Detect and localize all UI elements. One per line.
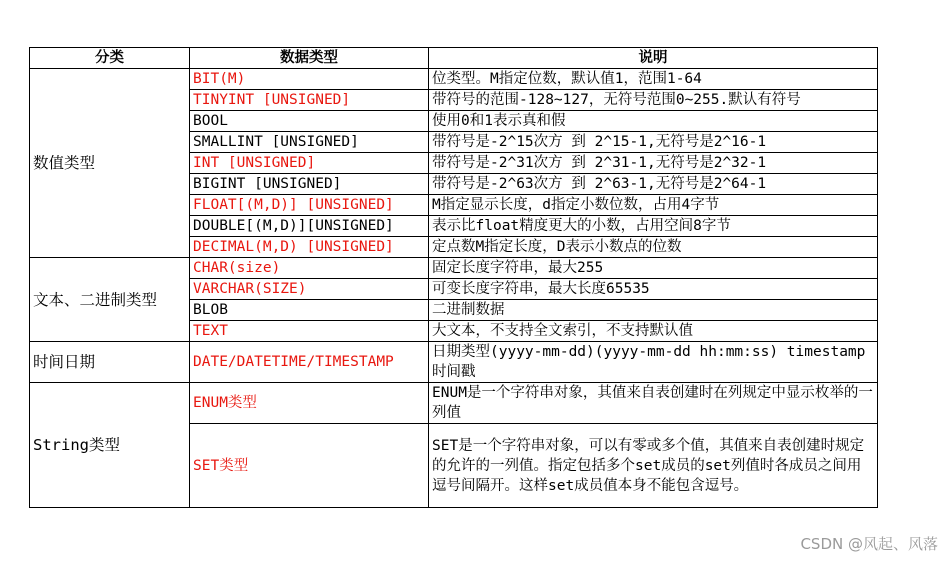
description-cell: 带符号是-2^63次方 到 2^63-1,无符号是2^64-1 (429, 174, 878, 195)
category-cell: 数值类型 (30, 69, 190, 258)
description-cell: 可变长度字符串，最大长度65535 (429, 279, 878, 300)
description-cell: M指定显示长度，d指定小数位数，占用4字节 (429, 195, 878, 216)
description-cell: 带符号的范围-128~127，无符号范围0~255.默认有符号 (429, 90, 878, 111)
description-cell: 带符号是-2^31次方 到 2^31-1,无符号是2^32-1 (429, 153, 878, 174)
type-cell: TEXT (190, 321, 429, 342)
type-cell: DECIMAL(M,D) [UNSIGNED] (190, 237, 429, 258)
type-cell: BOOL (190, 111, 429, 132)
table-row (30, 69, 878, 90)
table-header-row (30, 48, 878, 69)
type-cell: INT [UNSIGNED] (190, 153, 429, 174)
category-cell: String类型 (30, 383, 190, 508)
type-cell: DATE/DATETIME/TIMESTAMP (190, 342, 429, 383)
description-cell: 表示比float精度更大的小数，占用空间8字节 (429, 216, 878, 237)
type-cell: BIT(M) (190, 69, 429, 90)
description-cell: SET是一个字符串对象，可以有零或多个值，其值来自表创建时规定的允许的一列值。指定包括多个set成员的set列值时各成员之间用逗号间隔开。这样set成员值本身不能包含逗号。 (429, 424, 878, 508)
description-cell: 二进制数据 (429, 300, 878, 321)
table-row (30, 258, 878, 279)
data-types-table (29, 47, 878, 508)
type-cell: SMALLINT [UNSIGNED] (190, 132, 429, 153)
header-data-type: 数据类型 (190, 48, 429, 69)
type-cell: ENUM类型 (190, 383, 429, 424)
description-cell: 定点数M指定长度，D表示小数点的位数 (429, 237, 878, 258)
category-cell: 时间日期 (30, 342, 190, 383)
header-description: 说明 (429, 48, 878, 69)
description-cell: 大文本，不支持全文索引，不支持默认值 (429, 321, 878, 342)
description-cell: 带符号是-2^15次方 到 2^15-1,无符号是2^16-1 (429, 132, 878, 153)
table-row (30, 383, 878, 424)
type-cell: TINYINT [UNSIGNED] (190, 90, 429, 111)
table-body (30, 69, 878, 508)
type-cell: SET类型 (190, 424, 429, 508)
type-cell: BIGINT [UNSIGNED] (190, 174, 429, 195)
description-cell: 使用0和1表示真和假 (429, 111, 878, 132)
watermark: CSDN @风起、风落 (800, 535, 938, 553)
type-cell: FLOAT[(M,D)] [UNSIGNED] (190, 195, 429, 216)
description-cell: 位类型。M指定位数，默认值1，范围1-64 (429, 69, 878, 90)
type-cell: BLOB (190, 300, 429, 321)
description-cell: ENUM是一个字符串对象，其值来自表创建时在列规定中显示枚举的一列值 (429, 383, 878, 424)
type-cell: CHAR(size) (190, 258, 429, 279)
description-cell: 固定长度字符串，最大255 (429, 258, 878, 279)
category-cell: 文本、二进制类型 (30, 258, 190, 342)
description-cell: 日期类型(yyyy-mm-dd)(yyyy-mm-dd hh:mm:ss) timestamp时间戳 (429, 342, 878, 383)
type-cell: VARCHAR(SIZE) (190, 279, 429, 300)
table-row (30, 342, 878, 383)
type-cell: DOUBLE[(M,D)][UNSIGNED] (190, 216, 429, 237)
header-category: 分类 (30, 48, 190, 69)
